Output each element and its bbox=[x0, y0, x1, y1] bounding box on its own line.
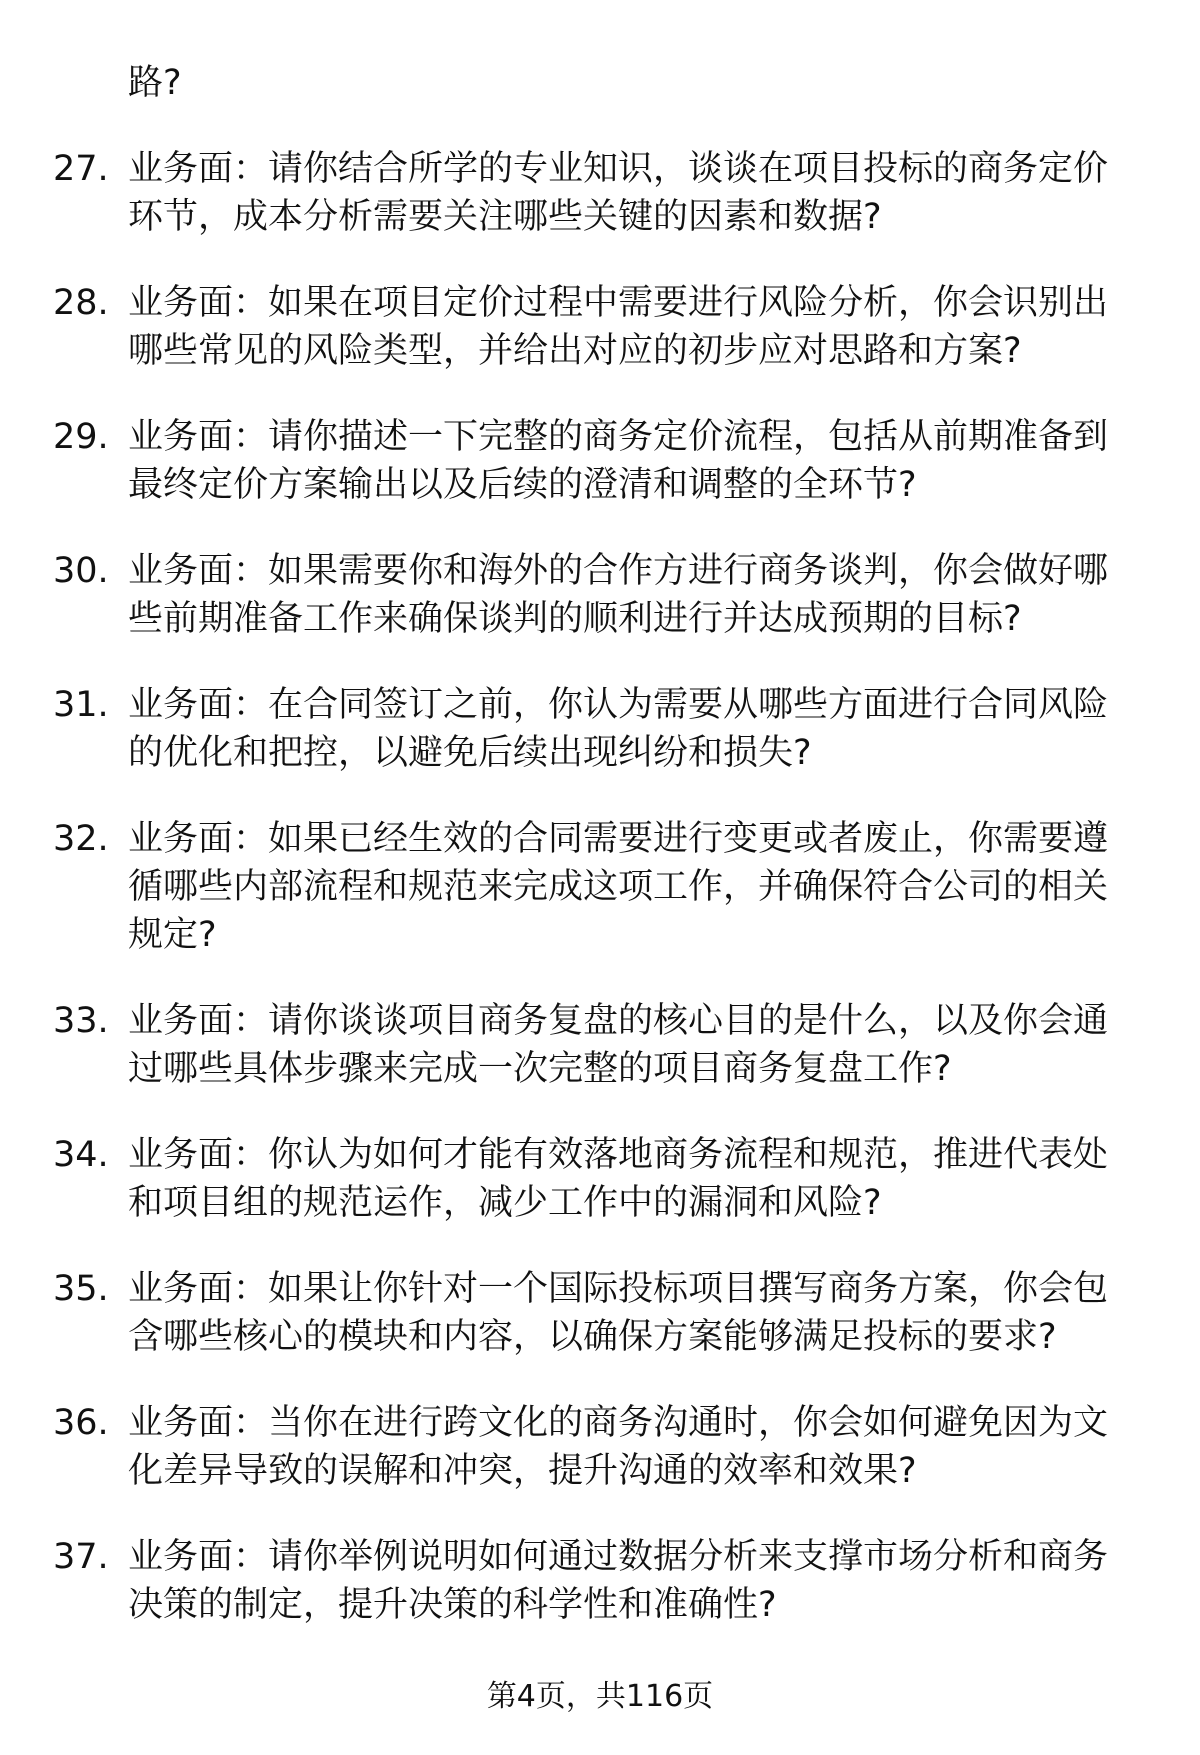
question-line: 含哪些核心的模块和内容，以确保方案能够满足投标的要求? bbox=[128, 1317, 1057, 1357]
question-text bbox=[0, 1533, 1200, 1629]
question-number: 29. bbox=[53, 417, 109, 457]
question-item bbox=[0, 279, 1200, 375]
question-item bbox=[0, 1399, 1200, 1495]
question-text bbox=[0, 279, 1200, 375]
question-text bbox=[0, 1131, 1200, 1227]
question-line: 规定? bbox=[128, 915, 217, 955]
question-line: 化差异导致的误解和冲突，提升沟通的效率和效果? bbox=[128, 1451, 917, 1491]
question-line: 的优化和把控，以避免后续出现纠纷和损失? bbox=[128, 733, 812, 773]
question-line: 些前期准备工作来确保谈判的顺利进行并达成预期的目标? bbox=[128, 599, 1022, 639]
question-item bbox=[0, 413, 1200, 509]
question-item bbox=[0, 815, 1200, 959]
question-text bbox=[0, 681, 1200, 777]
question-list bbox=[0, 145, 1200, 1629]
question-line: 业务面：如果在项目定价过程中需要进行风险分析，你会识别出 bbox=[128, 283, 1109, 323]
question-text bbox=[0, 1265, 1200, 1361]
question-line: 业务面：请你描述一下完整的商务定价流程，包括从前期准备到 bbox=[128, 417, 1109, 457]
question-line: 过哪些具体步骤来完成一次完整的项目商务复盘工作? bbox=[128, 1049, 952, 1089]
question-item bbox=[0, 1533, 1200, 1629]
question-line: 决策的制定，提升决策的科学性和准确性? bbox=[128, 1585, 777, 1625]
question-line: 业务面：当你在进行跨文化的商务沟通时，你会如何避免因为文 bbox=[128, 1403, 1109, 1443]
question-line: 业务面：在合同签订之前，你认为需要从哪些方面进行合同风险 bbox=[128, 685, 1109, 725]
question-item bbox=[0, 145, 1200, 241]
question-item bbox=[0, 681, 1200, 777]
question-number: 33. bbox=[53, 1001, 109, 1041]
question-number: 36. bbox=[53, 1403, 109, 1443]
document-page bbox=[0, 59, 1200, 1629]
question-number: 37. bbox=[53, 1537, 109, 1577]
question-text bbox=[0, 1399, 1200, 1495]
question-number: 30. bbox=[53, 551, 109, 591]
question-item bbox=[0, 1131, 1200, 1227]
question-text bbox=[0, 145, 1200, 241]
question-line: 业务面：请你结合所学的专业知识，谈谈在项目投标的商务定价 bbox=[128, 149, 1109, 189]
question-number: 34. bbox=[53, 1135, 109, 1175]
question-text bbox=[0, 815, 1200, 959]
question-item bbox=[0, 997, 1200, 1093]
question-line: 和项目组的规范运作，减少工作中的漏洞和风险? bbox=[128, 1183, 882, 1223]
question-item bbox=[0, 1265, 1200, 1361]
question-line: 业务面：如果让你针对一个国际投标项目撰写商务方案，你会包 bbox=[128, 1269, 1109, 1309]
question-text bbox=[0, 547, 1200, 643]
question-line: 循哪些内部流程和规范来完成这项工作，并确保符合公司的相关 bbox=[128, 867, 1109, 907]
question-line: 环节，成本分析需要关注哪些关键的因素和数据? bbox=[128, 197, 882, 237]
question-number: 27. bbox=[53, 149, 109, 189]
question-line: 业务面：你认为如何才能有效落地商务流程和规范，推进代表处 bbox=[128, 1135, 1109, 1175]
question-number: 35. bbox=[53, 1269, 109, 1309]
question-line: 业务面：请你谈谈项目商务复盘的核心目的是什么，以及你会通 bbox=[128, 1001, 1109, 1041]
question-number: 28. bbox=[53, 283, 109, 323]
question-text bbox=[0, 413, 1200, 509]
question-line: 哪些常见的风险类型，并给出对应的初步应对思路和方案? bbox=[128, 331, 1022, 371]
question-line: 业务面：如果已经生效的合同需要进行变更或者废止，你需要遵 bbox=[128, 819, 1109, 859]
continuation-text: 路? bbox=[128, 63, 182, 103]
question-line: 业务面：请你举例说明如何通过数据分析来支撑市场分析和商务 bbox=[128, 1537, 1109, 1577]
question-line: 业务面：如果需要你和海外的合作方进行商务谈判，你会做好哪 bbox=[128, 551, 1109, 591]
question-number: 32. bbox=[53, 819, 109, 859]
question-number: 31. bbox=[53, 685, 109, 725]
question-item bbox=[0, 547, 1200, 643]
question-line: 最终定价方案输出以及后续的澄清和调整的全环节? bbox=[128, 465, 917, 505]
page-footer: 第4页，共116页 bbox=[486, 1679, 714, 1714]
question-text bbox=[0, 997, 1200, 1093]
